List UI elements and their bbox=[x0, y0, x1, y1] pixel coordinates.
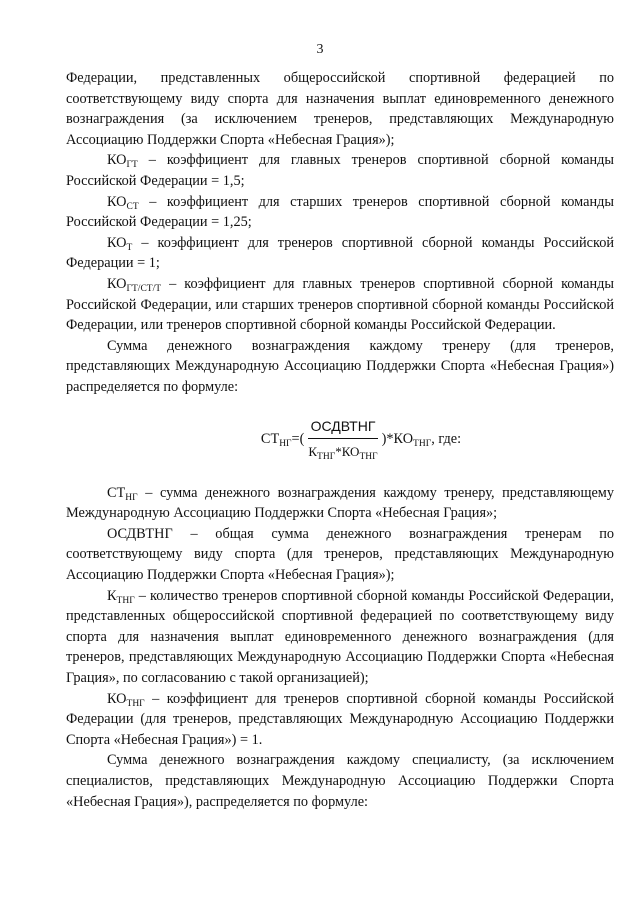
formula-open-paren: =( bbox=[291, 430, 305, 447]
definition-k-tng bbox=[66, 586, 614, 689]
formula-denominator: $К_{ТНГ}*КО_{ТНГ}$ bbox=[308, 444, 378, 463]
coefficient-gt-st-t bbox=[66, 274, 614, 336]
formula-numerator: ОСДВТНГ bbox=[308, 416, 379, 440]
definition-text: – общая сумма денежного вознаграждения тренерам по соответствующему виду спорта (для тренеров, представляющих Международную Ассоциацию Поддержки Спорта «Небесная Грация»); bbox=[66, 525, 614, 584]
definition-symbol: ОСДВТНГ bbox=[107, 525, 173, 542]
coefficient-st bbox=[66, 192, 614, 233]
coefficient-subscript: ГТ bbox=[126, 160, 138, 171]
definition-osdvtng bbox=[66, 524, 614, 586]
coefficient-subscript: СТ bbox=[126, 201, 139, 212]
definition-symbol: СТ bbox=[107, 484, 126, 501]
formula-multiplier: )$*КО_{ТНГ}$ bbox=[381, 430, 432, 449]
coefficient-text: – коэффициент для старших тренеров спортивной сборной команды Российской Федерации = 1,25; bbox=[66, 193, 614, 231]
definition-symbol: КО bbox=[107, 690, 127, 707]
coefficient-symbol: КО bbox=[107, 193, 127, 210]
formula-tail: , где: bbox=[431, 430, 462, 447]
definition-subscript: ТНГ bbox=[116, 595, 135, 606]
coach-award-formula bbox=[66, 416, 614, 463]
coefficient-t bbox=[66, 233, 614, 274]
definition-subscript: НГ bbox=[125, 492, 138, 503]
coefficient-symbol: КО bbox=[107, 275, 127, 292]
definition-ko-tng bbox=[66, 689, 614, 751]
sum-specialist-paragraph: Сумма денежного вознаграждения каждому специалисту, (за исключением специалистов, представляющих Международную Ассоциацию Поддержки Спорта «Небесная Грация»), распределяется по формуле: bbox=[66, 752, 614, 810]
definition-text: – количество тренеров спортивной сборной команды Российской Федерации, представленных общероссийской спортивной федерацией по соответствующему виду спорта для назначения выплат единовременного денежного вознаграждения (для тренеров, представляющих Международную Ассоциацию Поддержки Спорта «Небесная Грация», по согласованию с такой организацией); bbox=[66, 587, 614, 687]
intro-paragraph: Федерации, представленных общероссийской спортивной федерацией по соответствующему виду спорта для назначения выплат единовременного денежного вознаграждения (за исключением тренеров, представляющих Международную Ассоциацию Поддержки Спорта «Небесная Грация»); bbox=[66, 70, 614, 148]
coefficient-symbol: КО bbox=[107, 152, 127, 169]
coefficient-gt bbox=[66, 150, 614, 191]
coefficient-text: – коэффициент для главных тренеров спортивной сборной команды Российской Федерации, или старших тренеров спортивной сборной команды Российской Федерации, или тренеров спортивной сборной команды Российской Федерации. bbox=[66, 275, 614, 334]
coefficient-symbol: КО bbox=[107, 234, 127, 251]
definition-text: – сумма денежного вознаграждения каждому тренеру, представляющему Международную Ассоциацию Поддержки Спорта «Небесная Грация»; bbox=[66, 484, 614, 522]
coefficient-subscript: Т bbox=[126, 242, 133, 253]
definition-subscript: ТНГ bbox=[126, 698, 145, 709]
sum-coach-paragraph: Сумма денежного вознаграждения каждому тренеру (для тренеров, представляющих Международную Ассоциацию Поддержки Спорта «Небесная Грация») распределяется по формуле: bbox=[66, 337, 614, 395]
document-body bbox=[66, 68, 614, 812]
coefficient-text: – коэффициент для тренеров спортивной сборной команды Российской Федерации = 1; bbox=[66, 234, 614, 272]
definition-st-ng bbox=[66, 483, 614, 524]
definition-symbol: К bbox=[107, 587, 117, 604]
coefficient-text: – коэффициент для главных тренеров спортивной сборной команды Российской Федерации = 1,5; bbox=[66, 152, 614, 189]
formula-lhs: $СТ_{НГ}$ bbox=[260, 430, 292, 449]
formula-fraction bbox=[305, 416, 380, 463]
page-number: 3 bbox=[316, 42, 324, 57]
definition-text: – коэффициент для тренеров спортивной сборной команды Российской Федерации (для тренеров, представляющих Международную Ассоциацию Поддержки Спорта «Небесная Грация») = 1. bbox=[66, 690, 614, 748]
coefficient-subscript: ГТ/СТ/Т bbox=[126, 283, 162, 294]
